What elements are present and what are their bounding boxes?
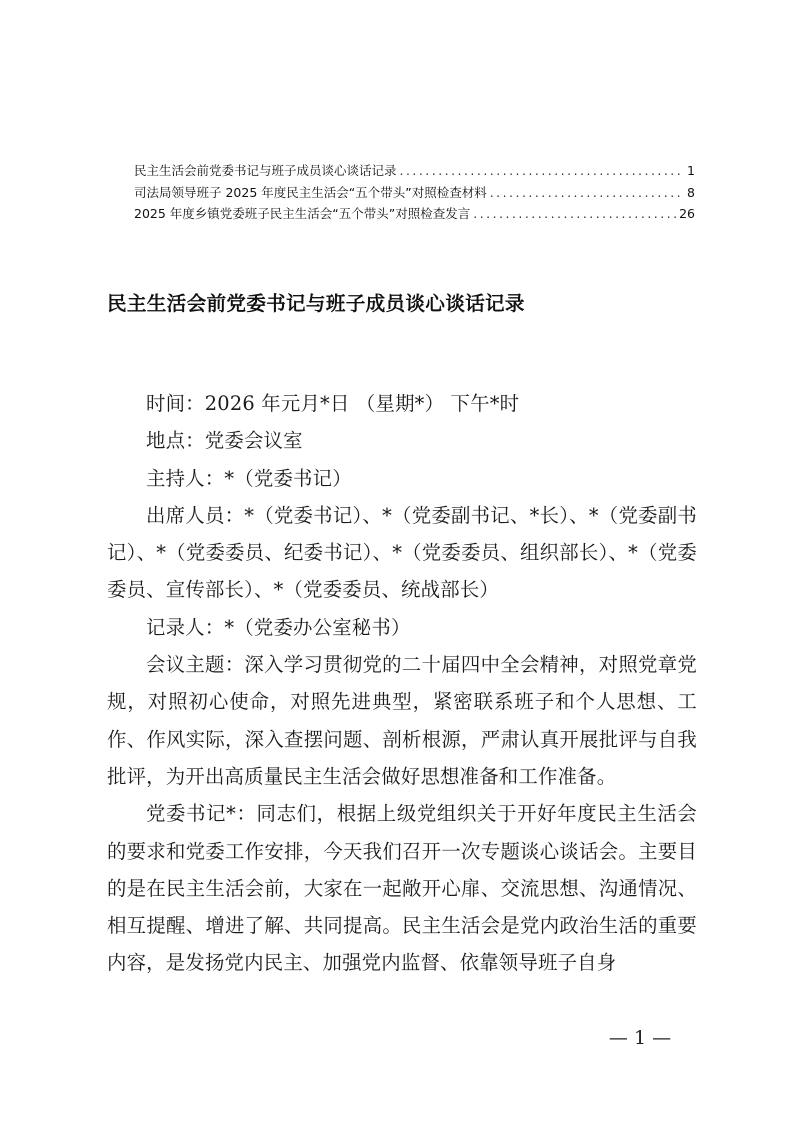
meeting-recorder: 记录人：*（党委办公室秘书）: [146, 615, 411, 639]
toc-entry-title: 司法局领导班子 2025 年度民主生活会“五个带头”对照检查材料: [134, 184, 487, 200]
meeting-time: 时间：2026 年元月*日 （星期*） 下午*时: [146, 392, 520, 415]
toc-entry-title: 2025 年度乡镇党委班子民主生活会“五个带头”对照检查发言: [134, 206, 471, 221]
meeting-theme: 会议主题：深入学习贯彻党的二十届四中全会精神，对照党章党规，对照初心使命，对照先进典型，紧密联系班子和个人思想、工作、作风实际，深入查摆问题、剖析根源，严肃认真开展批评与自我批评，为开出高质量民主生活会做好思想准备和工作准备。: [107, 653, 697, 788]
meeting-attendees: 出席人员：*（党委书记）、*（党委副书记、*长）、*（党委副书记）、*（党委委员、纪委书记）、*（党委委员、组织部长）、*（党委委员、宣传部长）、*（党委委员、统战部长）: [107, 503, 697, 602]
toc-entry-page: 26: [679, 206, 695, 221]
toc-entry-page: 1: [687, 163, 695, 178]
document-body: [107, 385, 697, 982]
toc-entry[interactable]: [134, 160, 695, 182]
toc-dot-leader: [400, 160, 685, 182]
page-number: — 1 —: [608, 1027, 672, 1049]
toc-dot-leader: [490, 182, 684, 204]
table-of-contents: [134, 160, 695, 225]
toc-dot-leader: [473, 203, 676, 225]
toc-entry[interactable]: [134, 203, 695, 225]
toc-entry-page: 8: [687, 184, 695, 200]
toc-entry-title: 民主生活会前党委书记与班子成员谈心谈话记录: [134, 163, 397, 178]
meeting-host: 主持人：*（党委书记）: [146, 466, 352, 490]
meeting-location: 地点：党委会议室: [146, 429, 303, 453]
toc-entry[interactable]: [134, 182, 695, 204]
secretary-speech: 党委书记*：同志们，根据上级党组织关于开好年度民主生活会的要求和党委工作安排，今天我们召开一次专题谈心谈话会。主要目的是在民主生活会前，大家在一起敞开心扉、交流思想、沟通情况、相互提醒、增进了解、共同提高。民主生活会是党内政治生活的重要内容，是发扬党内民主、加强党内监督、依靠领导班子自身: [107, 802, 697, 975]
document-title: 民主生活会前党委书记与班子成员谈心谈话记录: [107, 292, 525, 315]
